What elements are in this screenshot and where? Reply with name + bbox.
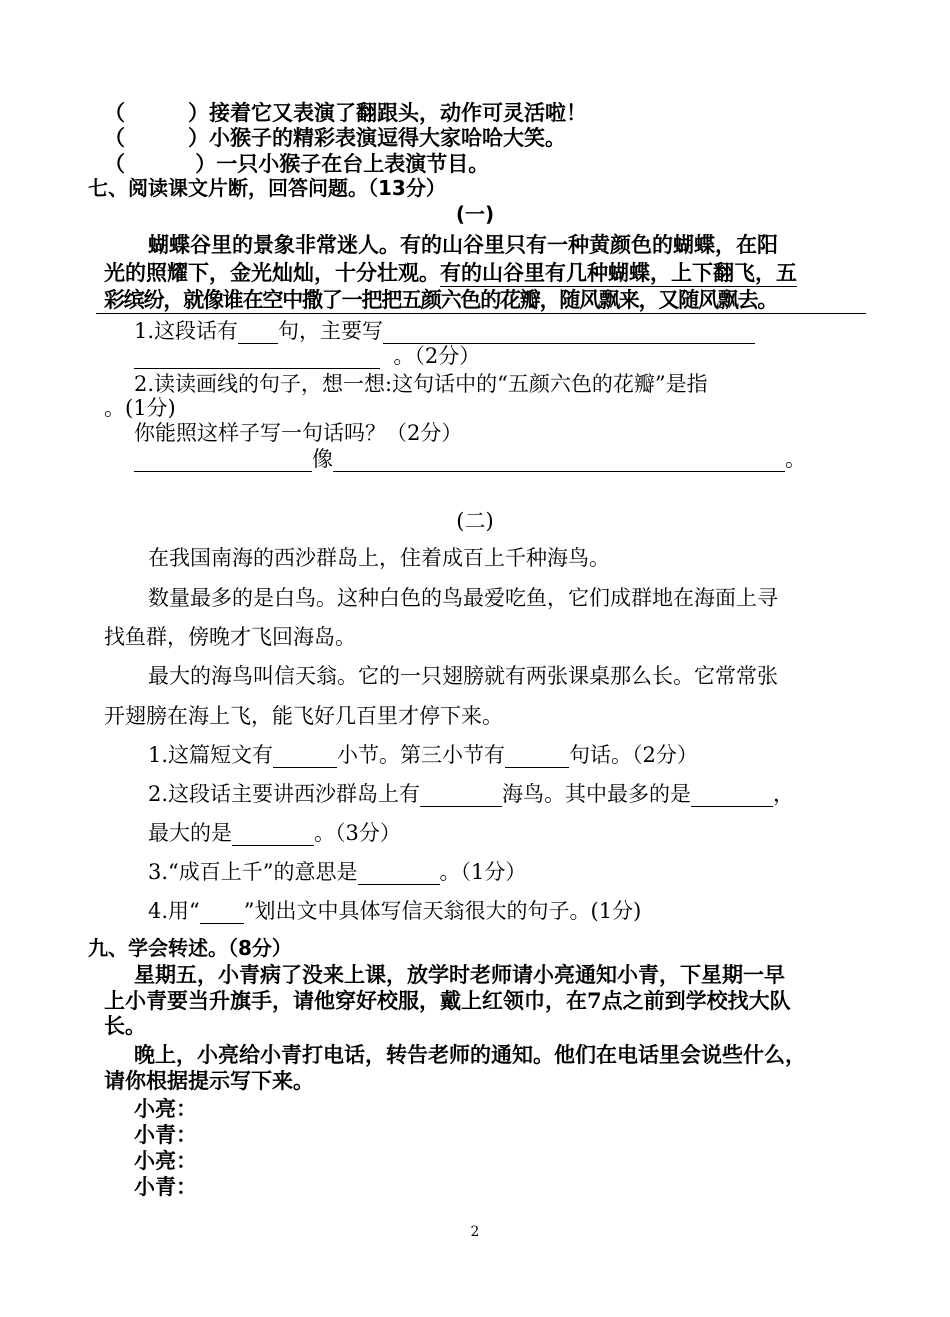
answer-blank[interactable] — [134, 348, 380, 369]
passage-1-underlined-continuation: 彩缤纷，就像谁在空中撒了一把把五颜六色的花瓣，随风飘来，又随风飘去。 — [104, 287, 778, 312]
underline-sample — [200, 903, 244, 924]
s9-para-2-line-2: 请你根据提示写下来。 — [104, 1068, 314, 1093]
section-7-heading: 七、阅读课文片断，回答问题。（13分） — [88, 176, 446, 200]
passage-1-line-2 — [104, 260, 797, 286]
dialogue-line-xiaoqing-1: 小青： — [134, 1122, 197, 1147]
answer-blank[interactable] — [691, 786, 773, 807]
page-number: 2 — [470, 1224, 480, 1240]
passage-2-para-3-line-2: 开翅膀在海上飞，能飞好几百里才停下来。 — [104, 704, 503, 728]
answer-blank[interactable] — [333, 451, 785, 472]
dialogue-line-xiaoliang-2: 小亮： — [134, 1148, 197, 1173]
passage-1-underlined-sentence: 有的山谷里有几种蝴蝶，上下翻飞，五 — [440, 260, 797, 285]
s9-para-1-line-3: 长。 — [104, 1013, 146, 1038]
p1-question-2-cont: 。(1分) — [104, 396, 176, 420]
p1-question-3: 你能照这样子写一句话吗？（2分） — [134, 421, 463, 445]
p2-question-1: 1.这篇短文有 小节。第三小节有 句话。（2分） — [148, 743, 698, 767]
answer-blank[interactable] — [420, 786, 502, 807]
p2-question-4: 4.用“ ”划出文中具体写信天翁很大的句子。(1分) — [148, 899, 642, 923]
p2-question-2-cont: 最大的是 。（3分） — [148, 821, 401, 845]
passage-1-line-1: 蝴蝶谷里的景象非常迷人。有的山谷里只有一种黄颜色的蝴蝶，在阳 — [148, 232, 778, 257]
p1-question-1-cont: 。（2分） — [134, 343, 480, 369]
p1-question-2: 2.读读画线的句子，想一想:这句话中的“五颜六色的花瓣”是指 — [134, 372, 708, 396]
passage-2-para-2-line-1: 数量最多的是白鸟。这种白色的鸟最爱吃鱼，它们成群地在海面上寻 — [148, 586, 778, 610]
s9-para-1-line-2: 上小青要当升旗手，请他穿好校服，戴上红领巾，在7点之前到学校找大队 — [104, 988, 791, 1013]
passage-2-para-1: 在我国南海的西沙群岛上，住着成百上千种海鸟。 — [148, 546, 610, 570]
s9-para-2-line-1: 晚上，小亮给小青打电话，转告老师的通知。他们在电话里会说些什么， — [134, 1042, 806, 1067]
answer-blank[interactable] — [134, 451, 312, 472]
answer-blank[interactable] — [358, 864, 440, 885]
p1-question-1: 1.这段话有 句，主要写 — [134, 318, 755, 344]
s9-para-1-line-1: 星期五，小青病了没来上课，放学时老师请小亮通知小青，下星期一早 — [134, 962, 785, 987]
answer-blank[interactable] — [383, 323, 755, 344]
passage-divider — [96, 313, 866, 314]
passage-2-para-2-line-2: 找鱼群，傍晚才飞回海岛。 — [104, 625, 356, 649]
part-1-title: (一) — [455, 202, 495, 226]
order-item-3: （ ）一只小猴子在台上表演节目。 — [104, 151, 490, 176]
order-item-1: （ ）接着它又表演了翻跟头，动作可灵活啦！ — [104, 100, 587, 125]
answer-blank[interactable] — [238, 323, 278, 344]
passage-1-line-3 — [104, 287, 777, 313]
p2-question-3: 3.“成百上千”的意思是 。（1分） — [148, 860, 527, 884]
p1-question-3-answer: 像 。 — [134, 446, 806, 472]
dialogue-line-xiaoqing-2: 小青： — [134, 1174, 197, 1199]
part-2-title: (二) — [456, 509, 494, 533]
passage-1-plain-text: 光的照耀下，金光灿灿，十分壮观。 — [104, 260, 440, 285]
order-item-2: （ ）小猴子的精彩表演逗得大家哈哈大笑。 — [104, 125, 566, 150]
dialogue-line-xiaoliang-1: 小亮： — [134, 1096, 197, 1121]
answer-blank[interactable] — [232, 825, 314, 846]
section-9-heading: 九、学会转述。（8分） — [88, 936, 292, 960]
p2-question-2: 2.这段话主要讲西沙群岛上有 海鸟。其中最多的是 ， — [148, 782, 795, 806]
answer-blank[interactable] — [273, 747, 337, 768]
passage-2-para-3-line-1: 最大的海鸟叫信天翁。它的一只翅膀就有两张课桌那么长。它常常张 — [148, 664, 778, 688]
answer-blank[interactable] — [505, 747, 569, 768]
